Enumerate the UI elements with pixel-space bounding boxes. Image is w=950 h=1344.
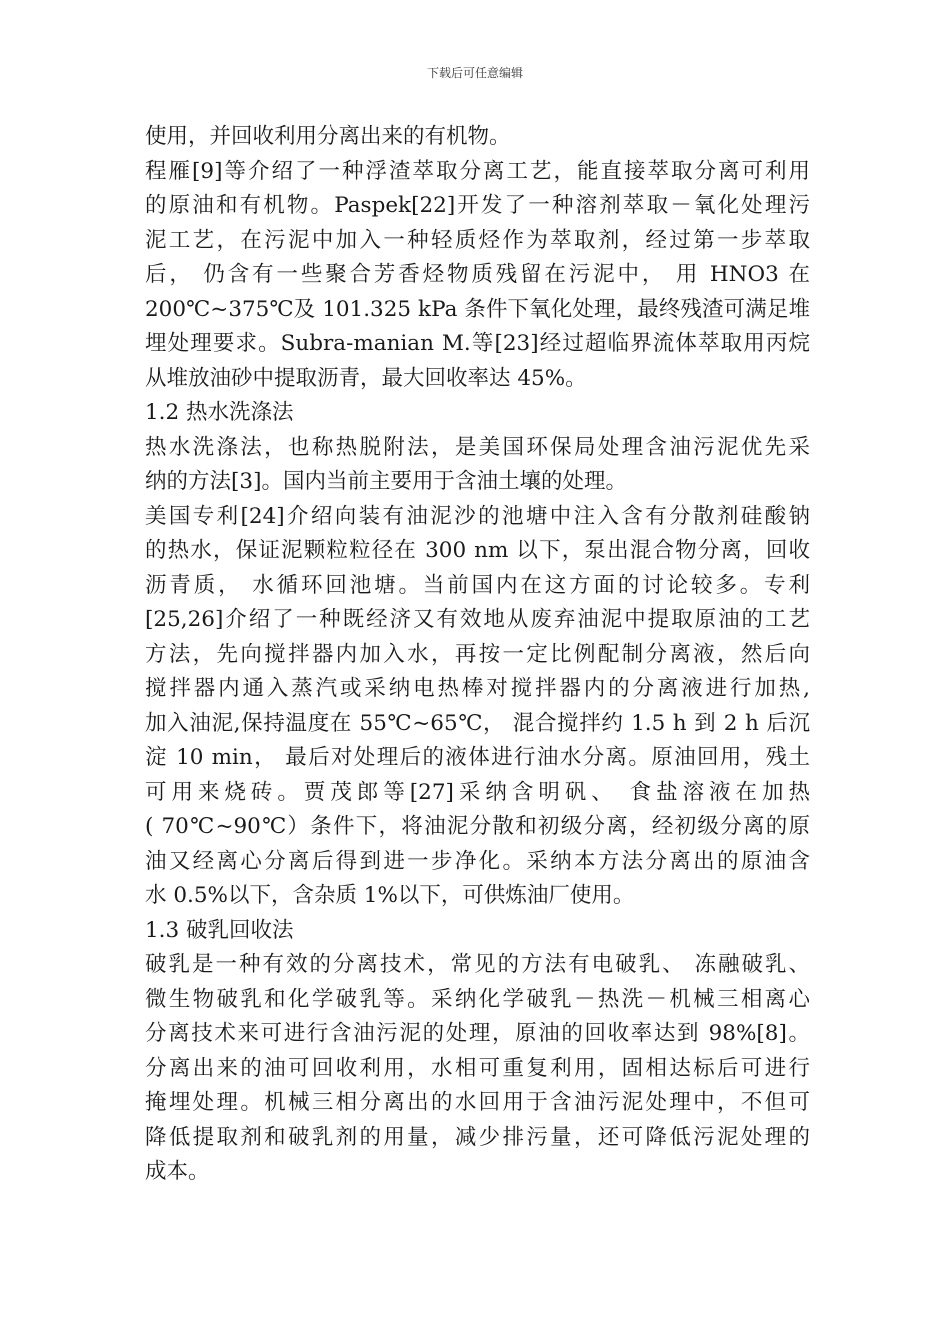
- text-line: 纳的方法[3]。国内当前主要用于含油土壤的处理。: [145, 469, 627, 494]
- text-line: 使用，并回收利用分离出来的有机物。: [145, 124, 511, 149]
- text-line: 从堆放油砂中提取沥青，最大回收率达 45%。: [145, 365, 587, 391]
- text-line: 的热水，保证泥颗粒粒径在 300 nm 以下，泵出混合物分离，回收: [145, 538, 810, 563]
- text-line: 分离出来的油可回收利用，水相可重复利用，固相达标后可进行: [145, 1055, 810, 1081]
- text-line: 200℃~375℃及 101.325 kPa 条件下氧化处理，最终残渣可满足堆: [145, 296, 810, 322]
- text-line: 沥青质， 水循环回池塘。当前国内在这方面的讨论较多。专利: [145, 572, 810, 598]
- text-line: 分离技术来可进行含油污泥的处理，原油的回收率达到 98%[8]。: [145, 1021, 810, 1046]
- text-line: 美国专利[24]介绍向装有油泥沙的池塘中注入含有分散剂硅酸钠: [145, 503, 810, 529]
- text-line: 成本。: [145, 1159, 210, 1184]
- text-line: 1.2 热水洗涤法: [145, 400, 294, 425]
- text-line: 程雁[9]等介绍了一种浮渣萃取分离工艺，能直接萃取分离可利用: [145, 158, 810, 184]
- text-line: 油又经离心分离后得到进一步净化。采纳本方法分离出的原油含: [145, 848, 810, 874]
- text-line: [25,26]介绍了一种既经济又有效地从废弃油泥中提取原油的工艺: [145, 607, 810, 632]
- document-body: [145, 120, 810, 1190]
- text-line: 1.3 破乳回收法: [145, 917, 294, 943]
- text-line: 掩埋处理。机械三相分离出的水回用于含油污泥处理中，不但可: [145, 1090, 810, 1115]
- text-line: 方法，先向搅拌器内加入水，再按一定比例配制分离液，然后向: [145, 641, 810, 667]
- text-line: 埋处理要求。Subra-manian M.等[23]经过超临界流体萃取用丙烷: [145, 331, 810, 356]
- text-line: 破乳是一种有效的分离技术，常见的方法有电破乳、 冻融破乳、: [145, 952, 810, 977]
- text-line: 热水洗涤法，也称热脱附法，是美国环保局处理含油污泥优先采: [145, 434, 810, 460]
- text-line: 搅拌器内通入蒸汽或采纳电热棒对搅拌器内的分离液进行加热,: [145, 676, 810, 701]
- text-line: 的原油和有机物。Paspek[22]开发了一种溶剂萃取－氧化处理污: [145, 193, 810, 218]
- text-line: 泥工艺，在污泥中加入一种轻质烃作为萃取剂，经过第一步萃取: [145, 227, 810, 253]
- text-line: 淀 10 min， 最后对处理后的液体进行油水分离。原油回用，残土: [145, 745, 810, 770]
- text-line: 可用来烧砖。贾茂郎等[27]采纳含明矾、 食盐溶液在加热: [145, 779, 810, 805]
- text-line: 微生物破乳和化学破乳等。采纳化学破乳－热洗－机械三相离心: [145, 986, 810, 1012]
- text-line: 后， 仍含有一些聚合芳香烃物质残留在污泥中， 用 HNO3 在: [145, 262, 810, 287]
- text-line: 加入油泥,保持温度在 55℃~65℃， 混合搅拌约 1.5 h 到 2 h 后沉: [145, 710, 810, 736]
- text-line: ( 70℃~90℃）条件下，将油泥分散和初级分离，经初级分离的原: [145, 814, 810, 839]
- text-line: 降低提取剂和破乳剂的用量，减少排污量，还可降低污泥处理的: [145, 1124, 810, 1150]
- text-line: 水 0.5%以下，含杂质 1%以下，可供炼油厂使用。: [145, 883, 635, 908]
- page-header: 下载后可任意编辑: [426, 66, 523, 80]
